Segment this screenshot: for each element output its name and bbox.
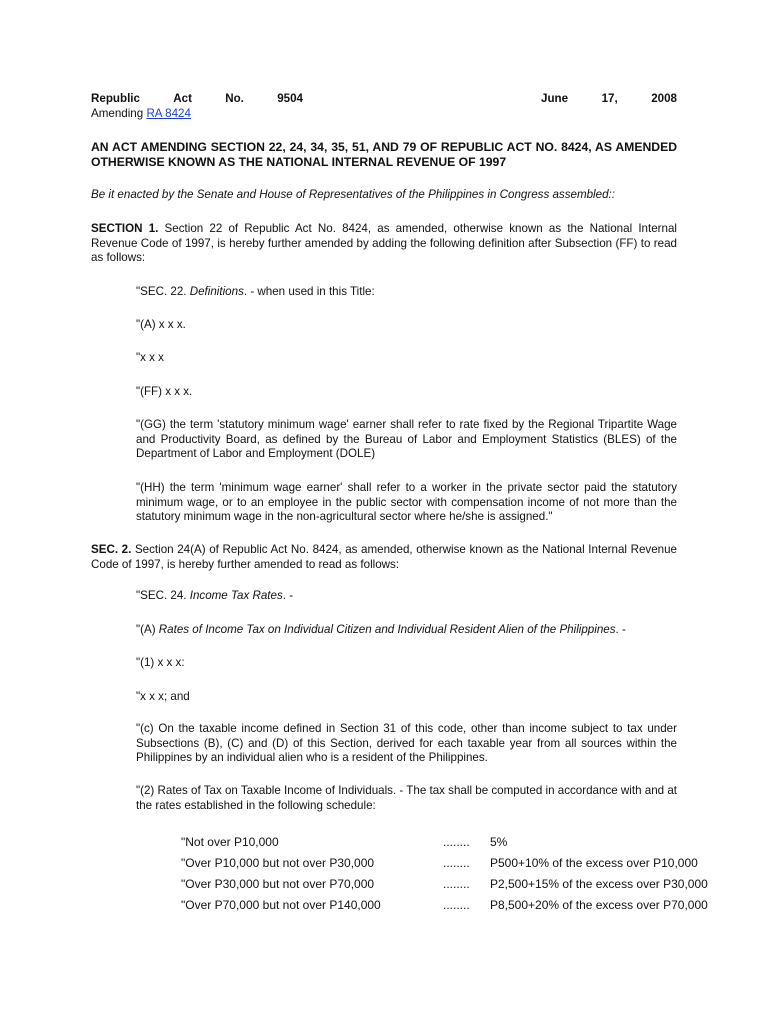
schedule-bracket: "Over P10,000 but not over P30,000: [181, 856, 375, 870]
schedule-row: [181, 877, 721, 893]
subsection-24a-italic: Rates of Income Tax on Individual Citizen and Individual Resident Alien of the Philippines: [158, 623, 616, 636]
subsection-xxx: "x x x: [136, 351, 164, 364]
subsection-a: "(A) x x x.: [136, 318, 186, 331]
header-word: Act: [173, 92, 192, 105]
schedule-dots: ........: [443, 898, 470, 912]
header-word: 2008: [651, 92, 677, 105]
header-word: No.: [225, 92, 244, 105]
subsection-24a: [136, 623, 626, 638]
header-word: Republic: [91, 92, 140, 105]
header-word: 17,: [601, 92, 618, 105]
section-2-label: SEC. 2.: [91, 543, 132, 556]
header-word: 9504: [277, 92, 303, 105]
subsection-24a-suffix: . -: [615, 623, 626, 636]
section-1-text: Section 22 of Republic Act No. 8424, as amended, otherwise known as the National Internal Revenue Code of 1997, is hereby further amended by adding the following definition after Subsection (FF) to read as follows:: [91, 222, 677, 265]
enacting-clause: Be it enacted by the Senate and House of Representatives of the Philippines in Congress assembled::: [91, 188, 615, 201]
sec-24-italic: Income Tax Rates: [189, 589, 283, 602]
schedule-bracket: "Over P70,000 but not over P140,000: [181, 898, 381, 912]
act-header: [91, 92, 677, 121]
subsection-c: "(c) On the taxable income defined in Section 31 of this code, other than income subject to tax under Subsections (B), (C) and (D) of this Section, derived for each taxable year from all sources within the Philippines by an individual alien who is a resident of the Philippines.: [136, 722, 677, 765]
subsection-ff: "(FF) x x x.: [136, 385, 193, 398]
sec-22-prefix: "SEC. 22.: [136, 285, 190, 298]
schedule-bracket: "Over P30,000 but not over P70,000: [181, 877, 375, 891]
sec-24-heading: [136, 589, 293, 604]
subsection-24a-prefix: "(A): [136, 623, 159, 636]
section-1-paragraph: [91, 222, 677, 266]
schedule-dots: ........: [443, 856, 470, 870]
act-title: AN ACT AMENDING SECTION 22, 24, 34, 35, 51, AND 79 OF REPUBLIC ACT NO. 8424, AS AMENDED OTHERWISE KNOWN AS THE NATIONAL INTERNAL REVENUE OF 1997: [91, 140, 677, 169]
ra-8424-link[interactable]: RA 8424: [146, 106, 191, 120]
schedule-rate: P500+10% of the excess over P10,000: [490, 856, 698, 870]
sec-24-prefix: "SEC. 24.: [136, 589, 190, 602]
schedule-dots: ........: [443, 877, 470, 891]
subsection-gg: "(GG) the term 'statutory minimum wage' earner shall refer to rate fixed by the Regional Tripartite Wage and Productivity Board, as defined by the Bureau of Labor and Employment Statistics (BLES) of the Department of Labor and Employment (DOLE): [136, 418, 677, 461]
sec-22-suffix: . - when used in this Title:: [243, 285, 375, 298]
subsection-hh: "(HH) the term 'minimum wage earner' shall refer to a worker in the private sector paid the statutory minimum wage, or to an employee in the public sector with compensation income of not more than the statutory minimum wage in the non-agricultural sector where he/she is assigned.": [136, 481, 677, 524]
schedule-row: [181, 898, 721, 914]
header-word: June: [541, 92, 569, 105]
act-number: [91, 92, 303, 107]
sec-22-italic: Definitions: [189, 285, 244, 298]
amending-line: [91, 107, 677, 122]
section-2-paragraph: [91, 543, 677, 572]
schedule-row: [181, 856, 721, 872]
subsection-2: "(2) Rates of Tax on Taxable Income of Individuals. - The tax shall be computed in accordance with and at the rates established in the following schedule:: [136, 784, 677, 812]
sec-24-suffix: . -: [282, 589, 294, 602]
subsection-xxx-and: "x x x; and: [136, 690, 190, 703]
act-date: [541, 92, 677, 107]
schedule-rate: 5%: [490, 835, 508, 849]
section-1-label: SECTION 1.: [91, 222, 159, 235]
subsection-1: "(1) x x x:: [136, 656, 185, 669]
schedule-rate: P8,500+20% of the excess over P70,000: [490, 898, 708, 912]
amending-prefix: Amending: [91, 106, 147, 120]
schedule-dots: ........: [443, 835, 470, 849]
section-2-text: Section 24(A) of Republic Act No. 8424, as amended, otherwise known as the National Internal Revenue Code of 1997, is hereby further amended to read as follows:: [91, 543, 677, 571]
schedule-row: [181, 835, 721, 851]
sec-22-heading: [136, 285, 375, 300]
schedule-rate: P2,500+15% of the excess over P30,000: [490, 877, 708, 891]
schedule-bracket: "Not over P10,000: [181, 835, 279, 849]
